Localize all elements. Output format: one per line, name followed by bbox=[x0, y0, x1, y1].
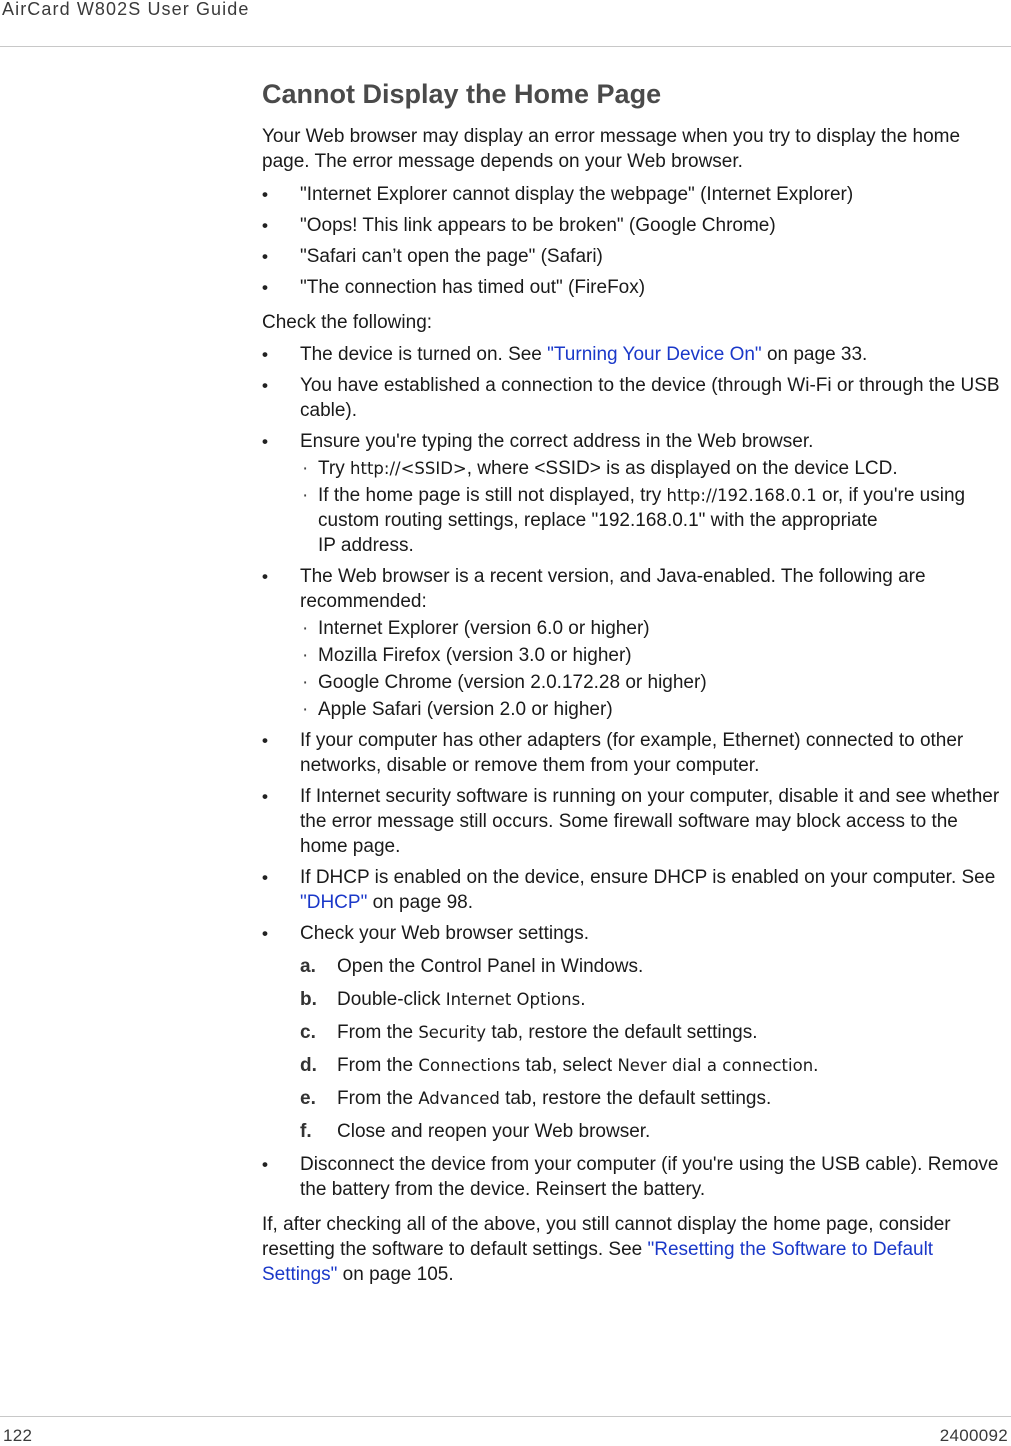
code-ssid-url: http://<SSID> bbox=[350, 459, 467, 478]
document-number: 2400092 bbox=[939, 1426, 1008, 1445]
check-item-security-software: • If Internet security software is running on your computer, disable it and see whether the error message still occurs. Some firewall software may block access to the home page. bbox=[262, 786, 1000, 857]
check-item-device-on: • The device is turned on. See "Turning Your Device On" on page 33. bbox=[262, 344, 868, 365]
browser-settings-steps bbox=[300, 954, 1010, 1144]
bullet-icon: • bbox=[262, 1155, 268, 1174]
section-title: Cannot Display the Home Page bbox=[262, 79, 662, 109]
running-header: AirCard W802S User Guide bbox=[2, 0, 250, 19]
list-item: • "The connection has timed out" (FireFox) bbox=[262, 277, 646, 298]
bullet-icon: • bbox=[262, 432, 268, 451]
ui-internet-options: Internet Options bbox=[445, 990, 581, 1009]
check-intro: Check the following: bbox=[262, 312, 433, 333]
bullet-icon: • bbox=[262, 345, 268, 364]
error-message-list bbox=[262, 182, 1010, 300]
list-item: • "Oops! This link appears to be broken" (Google Chrome) bbox=[262, 215, 776, 236]
list-item: · Mozilla Firefox (version 3.0 or higher) bbox=[302, 645, 632, 666]
link-turning-device-on[interactable]: "Turning Your Device On" bbox=[547, 344, 762, 365]
list-item: · If the home page is still not displayed, try http://192.168.0.1 or, if you're using custom routing settings, replace "192.168.0.1" with the appropriate IP address. bbox=[302, 485, 966, 556]
check-item-address: • Ensure you're typing the correct address in the Web browser. · Try http://<SSID>, where <SSID> is as displayed on the device LCD. · If the home page is still not displayed, try http://192.168.0.1 or, if you're using custom routing settings, replace "192.168.0.1" with the appropriate IP address. bbox=[262, 429, 1010, 558]
bullet-icon: • bbox=[262, 731, 268, 750]
step-item: e. From the Advanced tab, restore the default settings. bbox=[300, 1088, 772, 1109]
bullet-icon: • bbox=[262, 787, 268, 806]
sub-bullet-icon: · bbox=[302, 672, 309, 693]
list-item: • "Safari can’t open the page" (Safari) bbox=[262, 246, 603, 267]
check-item-disconnect: • Disconnect the device from your computer (if you're using the USB cable). Remove the battery from the device. Reinsert the battery. bbox=[262, 1154, 999, 1200]
bullet-icon: • bbox=[262, 567, 268, 586]
sub-bullet-icon: · bbox=[302, 645, 309, 666]
code-ip-url: http://192.168.0.1 bbox=[666, 486, 817, 505]
ui-advanced-tab: Advanced bbox=[418, 1089, 500, 1108]
header-rule bbox=[0, 46, 1011, 47]
link-dhcp[interactable]: "DHCP" bbox=[300, 892, 368, 913]
step-item: b. Double-click Internet Options. bbox=[300, 989, 586, 1010]
ui-connections-tab: Connections bbox=[418, 1056, 521, 1075]
check-item-adapters: • If your computer has other adapters (for example, Ethernet) connected to other networks, disable or remove them from your computer. bbox=[262, 730, 964, 776]
bullet-icon: • bbox=[262, 868, 268, 887]
page-number: 122 bbox=[3, 1426, 33, 1445]
check-item-dhcp: • If DHCP is enabled on the device, ensure DHCP is enabled on your computer. See "DHCP" on page 98. bbox=[262, 867, 996, 913]
step-item: a. Open the Control Panel in Windows. bbox=[300, 956, 644, 977]
sub-bullet-icon: · bbox=[302, 458, 309, 479]
step-item: f. Close and reopen your Web browser. bbox=[300, 1121, 651, 1142]
bullet-icon: • bbox=[262, 216, 268, 235]
list-item: · Google Chrome (version 2.0.172.28 or higher) bbox=[302, 672, 707, 693]
link-resetting-software[interactable]: "Resetting the Software to Default Settings" bbox=[262, 1239, 934, 1285]
checklist bbox=[262, 342, 1010, 1202]
footer-rule bbox=[0, 1416, 1011, 1417]
final-paragraph: If, after checking all of the above, you still cannot display the home page, consider resetting the software to default settings. See "Resetting the Software to Default Settings" on page 105. bbox=[262, 1214, 951, 1285]
check-item-browser-version: • The Web browser is a recent version, and Java-enabled. The following are recommended: · Internet Explorer (version 6.0 or higher) · Mozilla Firefox (version 3.0 or higher) · Google Chrome (version 2.0.172.28 or higher) · Apple Safari (version 2.0 or higher) bbox=[262, 564, 1010, 722]
address-sub-list bbox=[300, 456, 1010, 558]
check-item-browser-settings: • Check your Web browser settings. a. Open the Control Panel in Windows. b. Double-click Internet Options. c. From the Security tab, restore the default settings. d. From the Connections tab, select Never dial a connection. e. From the Advanced tab, restore the default settings. f. Close and reopen your Web browser. bbox=[262, 921, 1010, 1144]
sub-bullet-icon: · bbox=[302, 699, 309, 720]
bullet-icon: • bbox=[262, 185, 268, 204]
intro-paragraph: Your Web browser may display an error message when you try to display the home page. The error message depends on your Web browser. bbox=[262, 126, 961, 172]
bullet-icon: • bbox=[262, 924, 268, 943]
check-item-connection: • You have established a connection to the device (through Wi-Fi or through the USB cable). bbox=[262, 375, 1000, 421]
browser-sub-list bbox=[300, 616, 1010, 722]
list-item: • "Internet Explorer cannot display the webpage" (Internet Explorer) bbox=[262, 184, 854, 205]
sub-bullet-icon: · bbox=[302, 485, 309, 506]
list-item: · Apple Safari (version 2.0 or higher) bbox=[302, 699, 613, 720]
ui-security-tab: Security bbox=[418, 1023, 487, 1042]
step-item: c. From the Security tab, restore the default settings. bbox=[300, 1022, 758, 1043]
bullet-icon: • bbox=[262, 376, 268, 395]
bullet-icon: • bbox=[262, 247, 268, 266]
list-item: · Try http://<SSID>, where <SSID> is as displayed on the device LCD. bbox=[302, 458, 898, 479]
step-item: d. From the Connections tab, select Never dial a connection. bbox=[300, 1055, 819, 1076]
list-item: · Internet Explorer (version 6.0 or higher) bbox=[302, 618, 650, 639]
sub-bullet-icon: · bbox=[302, 618, 309, 639]
ui-never-dial: Never dial a connection bbox=[617, 1056, 814, 1075]
page-content bbox=[262, 76, 1010, 1287]
bullet-icon: • bbox=[262, 278, 268, 297]
